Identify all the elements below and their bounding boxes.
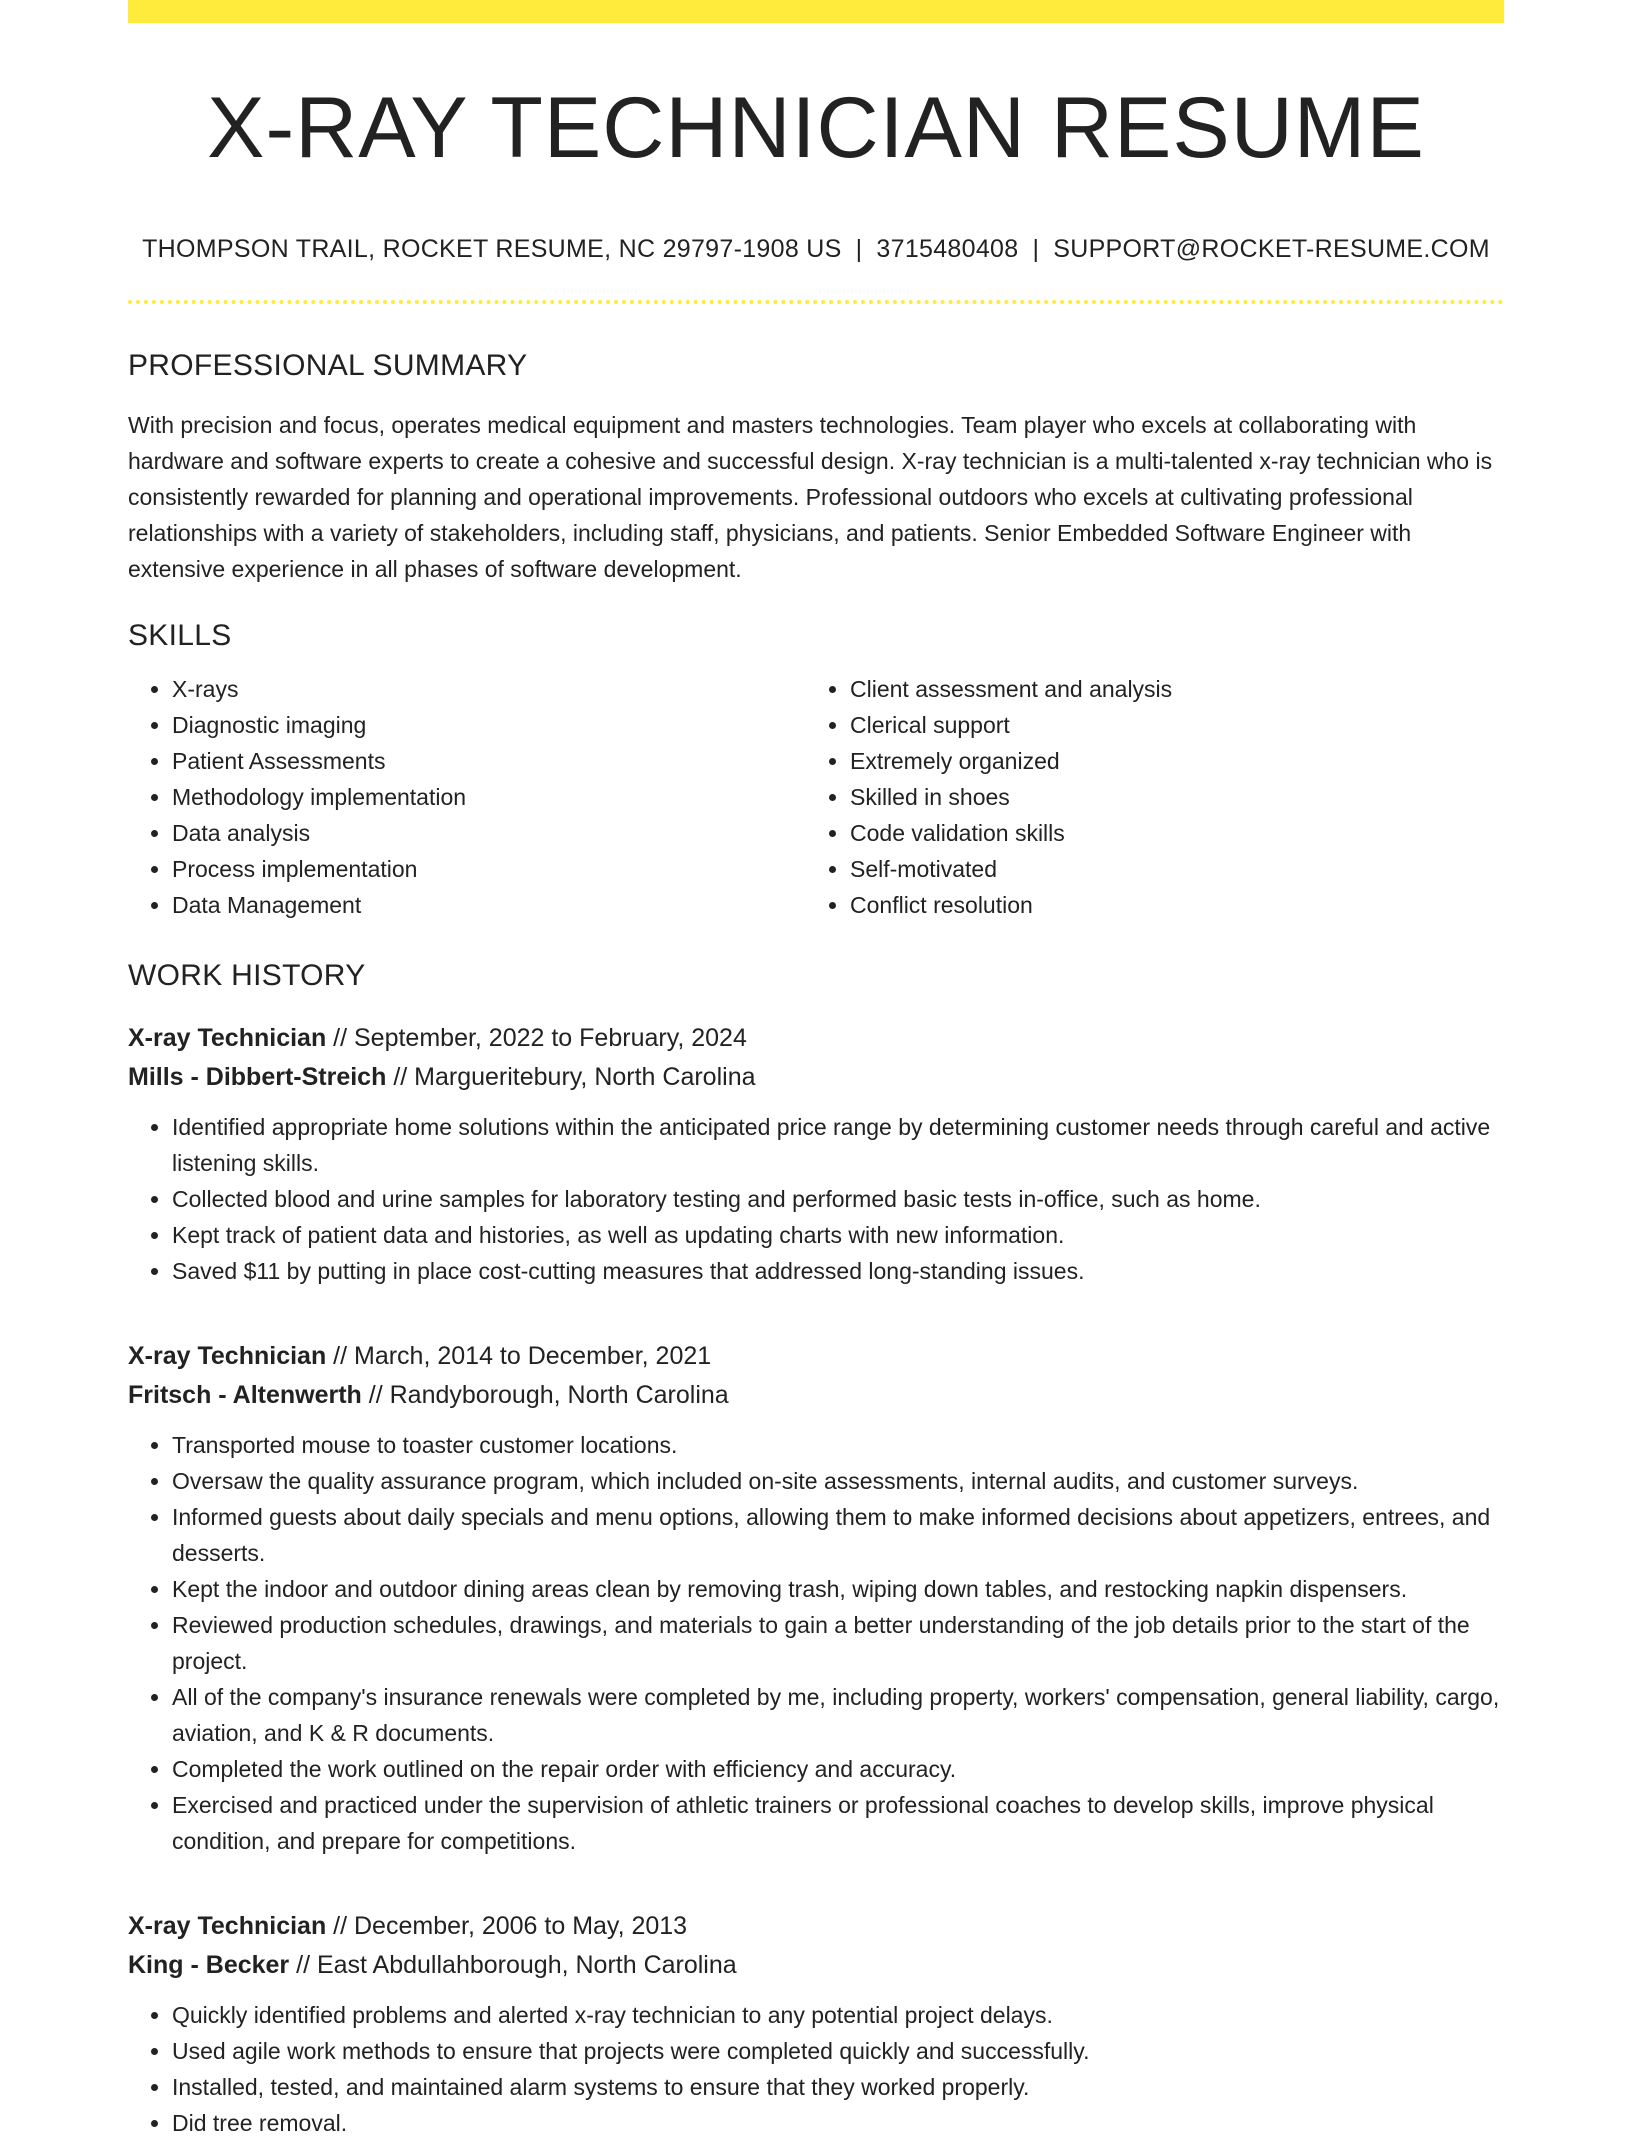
job-bullet: • Kept the indoor and outdoor dining areas clean by removing trash, wiping down tables, and restocking napkin dispensers. bbox=[172, 1571, 1504, 1607]
job-bullet: • Exercised and practiced under the supervision of athletic trainers or professional coaches to develop skills, improve physical condition, and prepare for competitions. bbox=[172, 1787, 1504, 1859]
skill-item: • Clerical support bbox=[850, 707, 1484, 743]
summary-heading: PROFESSIONAL SUMMARY bbox=[128, 349, 528, 382]
skill-item: • Data Management bbox=[172, 887, 806, 923]
job-bullet: • Oversaw the quality assurance program, which included on-site assessments, internal audits, and customer surveys. bbox=[172, 1463, 1504, 1499]
job-dates: // March, 2014 to December, 2021 bbox=[326, 1342, 712, 1370]
job-title: X-ray Technician bbox=[128, 1912, 327, 1940]
job-dates: // September, 2022 to February, 2024 bbox=[326, 1024, 747, 1052]
skill-item: • X-rays bbox=[172, 671, 806, 707]
resume-title: X-RAY TECHNICIAN RESUME bbox=[207, 80, 1425, 176]
skill-item: • Extremely organized bbox=[850, 743, 1484, 779]
job-entry bbox=[128, 1907, 1504, 2141]
job-title-line bbox=[128, 1337, 1504, 1376]
job-bullet: • Reviewed production schedules, drawings, and materials to gain a better understanding of the job details prior to the start of the project. bbox=[172, 1607, 1504, 1679]
skill-item: • Data analysis bbox=[172, 815, 806, 851]
skill-item: • Client assessment and analysis bbox=[850, 671, 1484, 707]
contact-address: THOMPSON TRAIL, ROCKET RESUME, NC 29797-1908 US bbox=[142, 235, 842, 263]
job-bullet: • Transported mouse to toaster customer locations. bbox=[172, 1427, 1504, 1463]
resume-page bbox=[128, 0, 1504, 2141]
summary-text: With precision and focus, operates medical equipment and masters technologies. Team player who excels at collaborating with hardware and software experts to create a cohesive and successful design. X-ray technician is a multi-talented x-ray technician who is consistently rewarded for planning and operational improvements. Professional outdoors who excels at cultivating professional relationships with a variety of stakeholders, including staff, physicians, and patients. Senior Embedded Software Engineer with extensive experience in all phases of software development. bbox=[128, 412, 1493, 582]
job-company-line bbox=[128, 1946, 1504, 1985]
contact-line bbox=[128, 237, 1504, 262]
job-bullet: • Identified appropriate home solutions within the anticipated price range by determining customer needs through careful and active listening skills. bbox=[172, 1109, 1504, 1181]
dotted-divider bbox=[128, 300, 1504, 304]
job-company: Fritsch - Altenwerth bbox=[128, 1381, 362, 1409]
summary-section bbox=[128, 351, 1504, 587]
job-title-line bbox=[128, 1907, 1504, 1946]
skill-item: • Diagnostic imaging bbox=[172, 707, 806, 743]
job-bullet: • All of the company's insurance renewals were completed by me, including property, workers' compensation, general liability, cargo, aviation, and K & R documents. bbox=[172, 1679, 1504, 1751]
job-dates: // December, 2006 to May, 2013 bbox=[326, 1912, 688, 1940]
job-bullets bbox=[128, 1109, 1504, 1289]
job-bullet: • Informed guests about daily specials and menu options, allowing them to make informed decisions about appetizers, entrees, and desserts. bbox=[172, 1499, 1504, 1571]
job-title: X-ray Technician bbox=[128, 1342, 327, 1370]
job-title-line bbox=[128, 1019, 1504, 1058]
job-company: Mills - Dibbert-Streich bbox=[128, 1063, 387, 1091]
job-location: // Margueritebury, North Carolina bbox=[386, 1063, 756, 1091]
contact-email: SUPPORT@ROCKET-RESUME.COM bbox=[1053, 235, 1490, 263]
job-title: X-ray Technician bbox=[128, 1024, 327, 1052]
job-bullet: • Used agile work methods to ensure that projects were completed quickly and successfully. bbox=[172, 2033, 1504, 2069]
job-entry bbox=[128, 1337, 1504, 1859]
skill-item: • Conflict resolution bbox=[850, 887, 1484, 923]
job-bullets bbox=[128, 1427, 1504, 1859]
skills-heading: SKILLS bbox=[128, 619, 232, 652]
skills-columns bbox=[128, 671, 1504, 923]
skills-list-left bbox=[128, 671, 806, 923]
skill-item: • Code validation skills bbox=[850, 815, 1484, 851]
contact-phone: 3715480408 bbox=[876, 235, 1019, 263]
job-bullet: • Quickly identified problems and alerted x-ray technician to any potential project delays. bbox=[172, 1997, 1504, 2033]
job-bullet: • Kept track of patient data and histories, as well as updating charts with new information. bbox=[172, 1217, 1504, 1253]
contact-separator: | bbox=[855, 235, 863, 263]
work-history-heading: WORK HISTORY bbox=[128, 959, 366, 992]
skill-item: • Methodology implementation bbox=[172, 779, 806, 815]
skill-item: • Process implementation bbox=[172, 851, 806, 887]
job-company-line bbox=[128, 1058, 1504, 1097]
skill-item: • Patient Assessments bbox=[172, 743, 806, 779]
job-bullet: • Saved $11 by putting in place cost-cutting measures that addressed long-standing issues. bbox=[172, 1253, 1504, 1289]
top-accent-bar bbox=[128, 0, 1504, 23]
job-bullet: • Completed the work outlined on the repair order with efficiency and accuracy. bbox=[172, 1751, 1504, 1787]
job-bullet: • Collected blood and urine samples for laboratory testing and performed basic tests in-office, such as home. bbox=[172, 1181, 1504, 1217]
skills-section bbox=[128, 621, 1504, 923]
skill-item: • Self-motivated bbox=[850, 851, 1484, 887]
job-bullet: • Did tree removal. bbox=[172, 2105, 1504, 2141]
skill-item: • Skilled in shoes bbox=[850, 779, 1484, 815]
job-location: // East Abdullahborough, North Carolina bbox=[289, 1951, 737, 1979]
job-company-line bbox=[128, 1376, 1504, 1415]
contact-separator: | bbox=[1032, 235, 1040, 263]
job-company: King - Becker bbox=[128, 1951, 290, 1979]
work-history-section bbox=[128, 961, 1504, 2141]
skills-list-right bbox=[806, 671, 1484, 923]
job-bullet: • Installed, tested, and maintained alarm systems to ensure that they worked properly. bbox=[172, 2069, 1504, 2105]
job-bullets bbox=[128, 1997, 1504, 2141]
job-entry bbox=[128, 1019, 1504, 1289]
job-location: // Randyborough, North Carolina bbox=[361, 1381, 729, 1409]
